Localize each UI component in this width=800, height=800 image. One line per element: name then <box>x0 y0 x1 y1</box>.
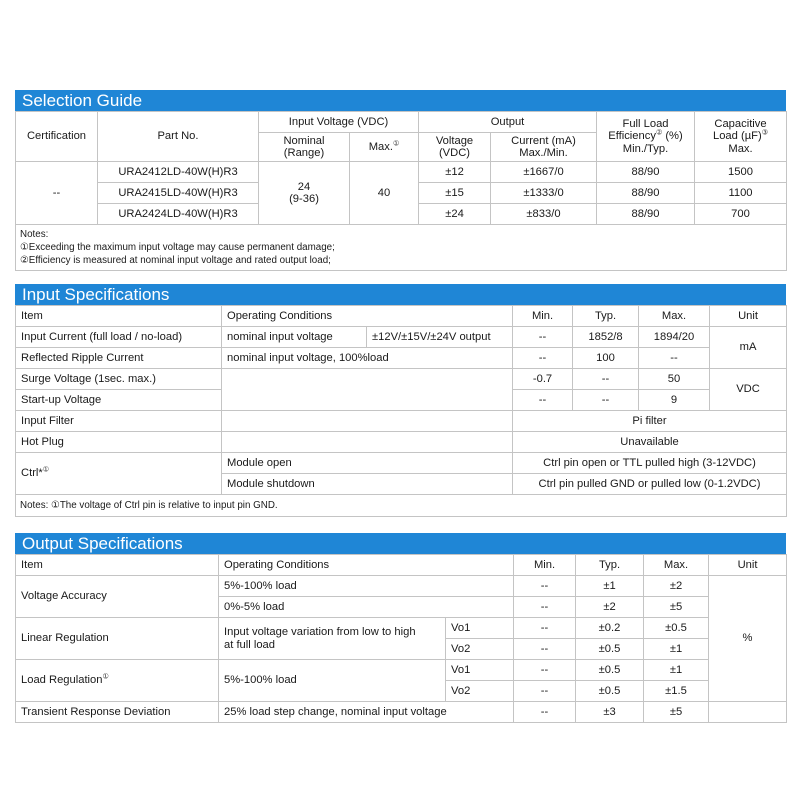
efficiency-header: Full Load Efficiency② (%) Min./Typ. <box>597 112 695 162</box>
input-specs-title: Input Specifications <box>15 284 786 305</box>
current-header: Current (mA) Max./Min. <box>491 133 597 162</box>
voltage-header: Voltage (VDC) <box>419 133 491 162</box>
condition: 5%-100% load <box>219 660 446 702</box>
max-header: Max.① <box>350 133 419 162</box>
table-row <box>16 432 787 453</box>
output-current: ±1333/0 <box>491 183 597 204</box>
max-value: 50 <box>639 369 710 390</box>
min-value: -- <box>514 597 576 618</box>
condition: 5%-100% load <box>219 576 514 597</box>
vo-label: Vo2 <box>446 681 514 702</box>
max-value: ±2 <box>644 576 709 597</box>
nominal-header: Nominal (Range) <box>259 133 350 162</box>
part-number: URA2415LD-40W(H)R3 <box>98 183 259 204</box>
capacitive-load-value: 700 <box>695 204 787 225</box>
typ-value: ±1 <box>576 576 644 597</box>
capacitive-load-value: 1500 <box>695 162 787 183</box>
output-current: ±1667/0 <box>491 162 597 183</box>
output-voltage: ±12 <box>419 162 491 183</box>
selection-guide-table <box>15 111 787 271</box>
part-number: URA2424LD-40W(H)R3 <box>98 204 259 225</box>
max-value: ±1 <box>644 660 709 681</box>
typ-header: Typ. <box>573 306 639 327</box>
max-value: ±1 <box>644 639 709 660</box>
condition: nominal input voltage <box>222 327 367 348</box>
vo-label: Vo2 <box>446 639 514 660</box>
unit-value: VDC <box>710 369 787 411</box>
table-row <box>16 618 787 639</box>
input-voltage-header: Input Voltage (VDC) <box>259 112 419 133</box>
min-value: -- <box>514 681 576 702</box>
min-header: Min. <box>514 555 576 576</box>
max-header: Max. <box>639 306 710 327</box>
item-label: Linear Regulation <box>16 618 219 660</box>
unit-header: Unit <box>710 306 787 327</box>
condition: 0%-5% load <box>219 597 514 618</box>
table-row <box>16 660 787 681</box>
spec-value: Pi filter <box>513 411 787 432</box>
table-row <box>16 369 787 390</box>
selection-notes: Notes: ①Exceeding the maximum input voltage may cause permanent damage; ②Efficiency is measured at nominal input voltage and rated output load; <box>16 225 787 271</box>
item-label: Input Current (full load / no-load) <box>16 327 222 348</box>
part-number: URA2412LD-40W(H)R3 <box>98 162 259 183</box>
typ-value: ±3 <box>576 702 644 723</box>
item-label: Voltage Accuracy <box>16 576 219 618</box>
table-row <box>16 576 787 597</box>
table-row <box>16 411 787 432</box>
item-header: Item <box>16 555 219 576</box>
output-voltage: ±15 <box>419 183 491 204</box>
max-value: ±1.5 <box>644 681 709 702</box>
condition: 25% load step change, nominal input voltage <box>219 702 514 723</box>
output-specs-section <box>15 533 786 723</box>
spec-value: Unavailable <box>513 432 787 453</box>
part-no-header: Part No. <box>98 112 259 162</box>
typ-value: -- <box>573 369 639 390</box>
certification-value: -- <box>16 162 98 225</box>
item-label: Load Regulation① <box>16 660 219 702</box>
output-specs-title: Output Specifications <box>15 533 786 554</box>
output-current: ±833/0 <box>491 204 597 225</box>
min-value: -- <box>514 660 576 681</box>
item-label: Ctrl*① <box>16 453 222 495</box>
min-header: Min. <box>513 306 573 327</box>
spec-value: Ctrl pin open or TTL pulled high (3-12VDC) <box>513 453 787 474</box>
selection-guide-title: Selection Guide <box>15 90 786 111</box>
item-label: Surge Voltage (1sec. max.) <box>16 369 222 390</box>
min-value: -- <box>513 348 573 369</box>
certification-header: Certification <box>16 112 98 162</box>
efficiency-value: 88/90 <box>597 204 695 225</box>
item-label: Input Filter <box>16 411 222 432</box>
typ-value: 1852/8 <box>573 327 639 348</box>
spec-value: Ctrl pin pulled GND or pulled low (0-1.2VDC) <box>513 474 787 495</box>
typ-value: ±0.5 <box>576 660 644 681</box>
unit-value <box>709 702 787 723</box>
typ-value: ±0.2 <box>576 618 644 639</box>
nominal-value: 24 (9-36) <box>259 162 350 225</box>
max-header: Max. <box>644 555 709 576</box>
capacitive-load-header: Capacitive Load (µF)③ Max. <box>695 112 787 162</box>
typ-value: ±0.5 <box>576 681 644 702</box>
min-value: -- <box>514 702 576 723</box>
typ-value: ±0.5 <box>576 639 644 660</box>
efficiency-value: 88/90 <box>597 162 695 183</box>
output-voltage: ±24 <box>419 204 491 225</box>
output-specs-table <box>15 554 787 723</box>
typ-header: Typ. <box>576 555 644 576</box>
max-value: -- <box>639 348 710 369</box>
typ-value: 100 <box>573 348 639 369</box>
min-value: -- <box>513 327 573 348</box>
condition: Module shutdown <box>222 474 513 495</box>
table-row <box>16 702 787 723</box>
min-value: -- <box>513 390 573 411</box>
item-header: Item <box>16 306 222 327</box>
condition: ±12V/±15V/±24V output <box>367 327 513 348</box>
input-notes: Notes: ①The voltage of Ctrl pin is relative to input pin GND. <box>16 495 787 517</box>
max-value: ±5 <box>644 702 709 723</box>
capacitive-load-value: 1100 <box>695 183 787 204</box>
condition: nominal input voltage, 100%load <box>222 348 513 369</box>
condition <box>222 411 513 432</box>
condition <box>222 432 513 453</box>
input-specs-section <box>15 284 786 517</box>
item-label: Reflected Ripple Current <box>16 348 222 369</box>
conditions-header: Operating Conditions <box>222 306 513 327</box>
input-specs-table <box>15 305 787 517</box>
condition: Module open <box>222 453 513 474</box>
table-row <box>16 162 787 183</box>
max-value: ±0.5 <box>644 618 709 639</box>
max-value: 9 <box>639 390 710 411</box>
min-value: -- <box>514 576 576 597</box>
max-value: 1894/20 <box>639 327 710 348</box>
min-value: -- <box>514 639 576 660</box>
output-header: Output <box>419 112 597 133</box>
vo-label: Vo1 <box>446 660 514 681</box>
item-label: Hot Plug <box>16 432 222 453</box>
table-row <box>16 327 787 348</box>
unit-value: % <box>709 576 787 702</box>
item-label: Start-up Voltage <box>16 390 222 411</box>
max-value: 40 <box>350 162 419 225</box>
efficiency-value: 88/90 <box>597 183 695 204</box>
condition: Input voltage variation from low to high at full load <box>219 618 446 660</box>
min-value: -0.7 <box>513 369 573 390</box>
unit-header: Unit <box>709 555 787 576</box>
vo-label: Vo1 <box>446 618 514 639</box>
table-row <box>16 348 787 369</box>
selection-guide-section <box>15 90 786 271</box>
unit-value: mA <box>710 327 787 369</box>
table-row <box>16 453 787 474</box>
max-value: ±5 <box>644 597 709 618</box>
conditions-header: Operating Conditions <box>219 555 514 576</box>
typ-value: -- <box>573 390 639 411</box>
condition <box>222 369 513 411</box>
typ-value: ±2 <box>576 597 644 618</box>
item-label: Transient Response Deviation <box>16 702 219 723</box>
min-value: -- <box>514 618 576 639</box>
